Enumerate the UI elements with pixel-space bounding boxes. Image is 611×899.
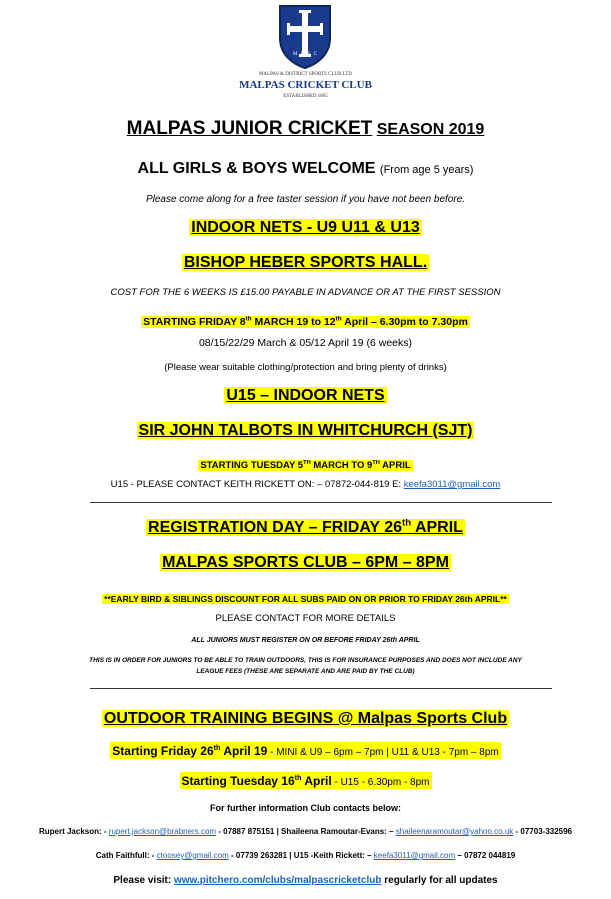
contact-rupert-label: Rupert Jackson: - (38, 827, 107, 836)
title-season: SEASON 2019 (376, 121, 485, 138)
crest-shield-icon (278, 4, 332, 70)
outdoor-friday: Starting Friday 26th April 19 - MINI & U9 – 6pm – 7pm | U11 & U13 - 7pm – 8pm (112, 743, 499, 758)
contact-shaileena-label: - 07887 875151 | Shaileena Ramoutar-Evans: – (218, 827, 394, 836)
website-link[interactable]: www.pitchero.com/clubs/malpascricketclub (173, 875, 382, 886)
title-main: MALPAS JUNIOR CRICKET (126, 118, 373, 139)
u15-contact (0, 479, 611, 490)
visit-suffix: regularly for all updates (384, 875, 498, 886)
welcome-main: ALL GIRLS & BOYS WELCOME (137, 160, 376, 177)
divider (90, 502, 552, 503)
logo-club-name: MALPAS CRICKET CLUB (239, 79, 372, 91)
indoor-clothing: (Please wear suitable clothing/protection and bring plenty of drinks) (164, 362, 447, 373)
u15-contact-text: U15 - PLEASE CONTACT KEITH RICKETT ON: – 07872-044-819 E: (110, 479, 402, 490)
registration-must: ALL JUNIORS MUST REGISTER ON OR BEFORE FRIDAY 26th APRIL (191, 637, 420, 644)
indoor-heading: INDOOR NETS - U9 U11 & U13 (191, 219, 420, 236)
welcome-age: (From age 5 years) (379, 164, 474, 176)
indoor-heading-wrap (0, 219, 611, 237)
email-shaileena-link[interactable]: shaileenaramoutar@yahoo.co.uk (395, 827, 514, 836)
indoor-start-wrap (0, 312, 611, 330)
indoor-start: STARTING FRIDAY 8th MARCH 19 to 12th April – 6.30pm to 7.30pm (143, 315, 468, 328)
outdoor-heading-wrap (0, 710, 611, 728)
outdoor-tuesday: Starting Tuesday 16th April - U15 - 6.30pm - 8pm (181, 773, 430, 788)
registration-discount: **EARLY BIRD & SIBLINGS DISCOUNT FOR ALL SUBS PAID ON OR PRIOR TO FRIDAY 26th APRIL** (104, 594, 507, 604)
indoor-dates: 08/15/22/29 March & 05/12 April 19 (6 weeks) (198, 337, 413, 349)
registration-note1: THIS IS IN ORDER FOR JUNIORS TO BE ABLE TO TRAIN OUTDOORS, THIS IS FOR INSURANCE PURPOSES AND DOES NOT INCLUDE ANY (89, 657, 522, 664)
contacts-line1 (0, 827, 611, 836)
divider (90, 688, 552, 689)
u15-start-wrap (0, 455, 611, 473)
taster-note: Please come along for a free taster session if you have not been before. (145, 194, 466, 205)
contact-keith-label: - 07739 263281 | U15 -Keith Rickett: – (231, 851, 372, 860)
indoor-cost: COST FOR THE 6 WEEKS IS £15.00 PAYABLE IN ADVANCE OR AT THE FIRST SESSION (110, 287, 501, 298)
u15-contact-email-link[interactable]: keefa3011@gmail.com (403, 479, 501, 490)
email-rupert-link[interactable]: rupert.jackson@brabners.com (108, 827, 217, 836)
registration-venue-wrap (0, 554, 611, 572)
registration-contact: PLEASE CONTACT FOR MORE DETAILS (215, 613, 396, 624)
u15-start: STARTING TUESDAY 5TH MARCH TO 9TH APRIL (200, 459, 411, 471)
welcome-line (0, 160, 611, 178)
visit-line (0, 875, 611, 886)
u15-venue: SIR JOHN TALBOTS IN WHITCHURCH (SJT) (138, 422, 473, 439)
registration-heading: REGISTRATION DAY – FRIDAY 26th APRIL (148, 517, 463, 536)
indoor-venue-wrap (0, 254, 611, 272)
contacts-intro: For further information Club contacts below: (210, 803, 401, 813)
contact-keith-phone: – 07872 044819 (457, 851, 516, 860)
u15-heading-wrap (0, 387, 611, 405)
contact-cath-label: Cath Faithfull: - (95, 851, 155, 860)
outdoor-tuesday-wrap (0, 772, 611, 790)
u15-venue-wrap (0, 422, 611, 440)
logo-line1: MALPAS & DISTRICT SPORTS CLUB LTD (258, 72, 352, 77)
logo-monogram: M D S C (293, 52, 318, 57)
registration-discount-wrap (0, 589, 611, 607)
email-cath-link[interactable]: ctoosey@gmail.com (156, 851, 229, 860)
logo-established: ESTABLISHED 1865 (283, 94, 328, 99)
page-title (0, 118, 611, 140)
contacts-line2 (0, 851, 611, 860)
visit-label: Please visit: (113, 875, 172, 886)
indoor-venue: BISHOP HEBER SPORTS HALL. (183, 254, 428, 271)
outdoor-friday-wrap (0, 742, 611, 760)
u15-heading: U15 – INDOOR NETS (226, 387, 385, 404)
contact-shaileena-phone: - 07703-332596 (515, 827, 573, 836)
registration-venue: MALPAS SPORTS CLUB – 6PM – 8PM (162, 554, 449, 571)
outdoor-heading: OUTDOOR TRAINING BEGINS @ Malpas Sports Club (103, 710, 508, 727)
registration-note2: LEAGUE FEES (THESE ARE SEPARATE AND ARE PAID BY THE CLUB) (196, 668, 415, 675)
email-keith-link[interactable]: keefa3011@gmail.com (373, 851, 456, 860)
registration-heading-wrap (0, 519, 611, 537)
